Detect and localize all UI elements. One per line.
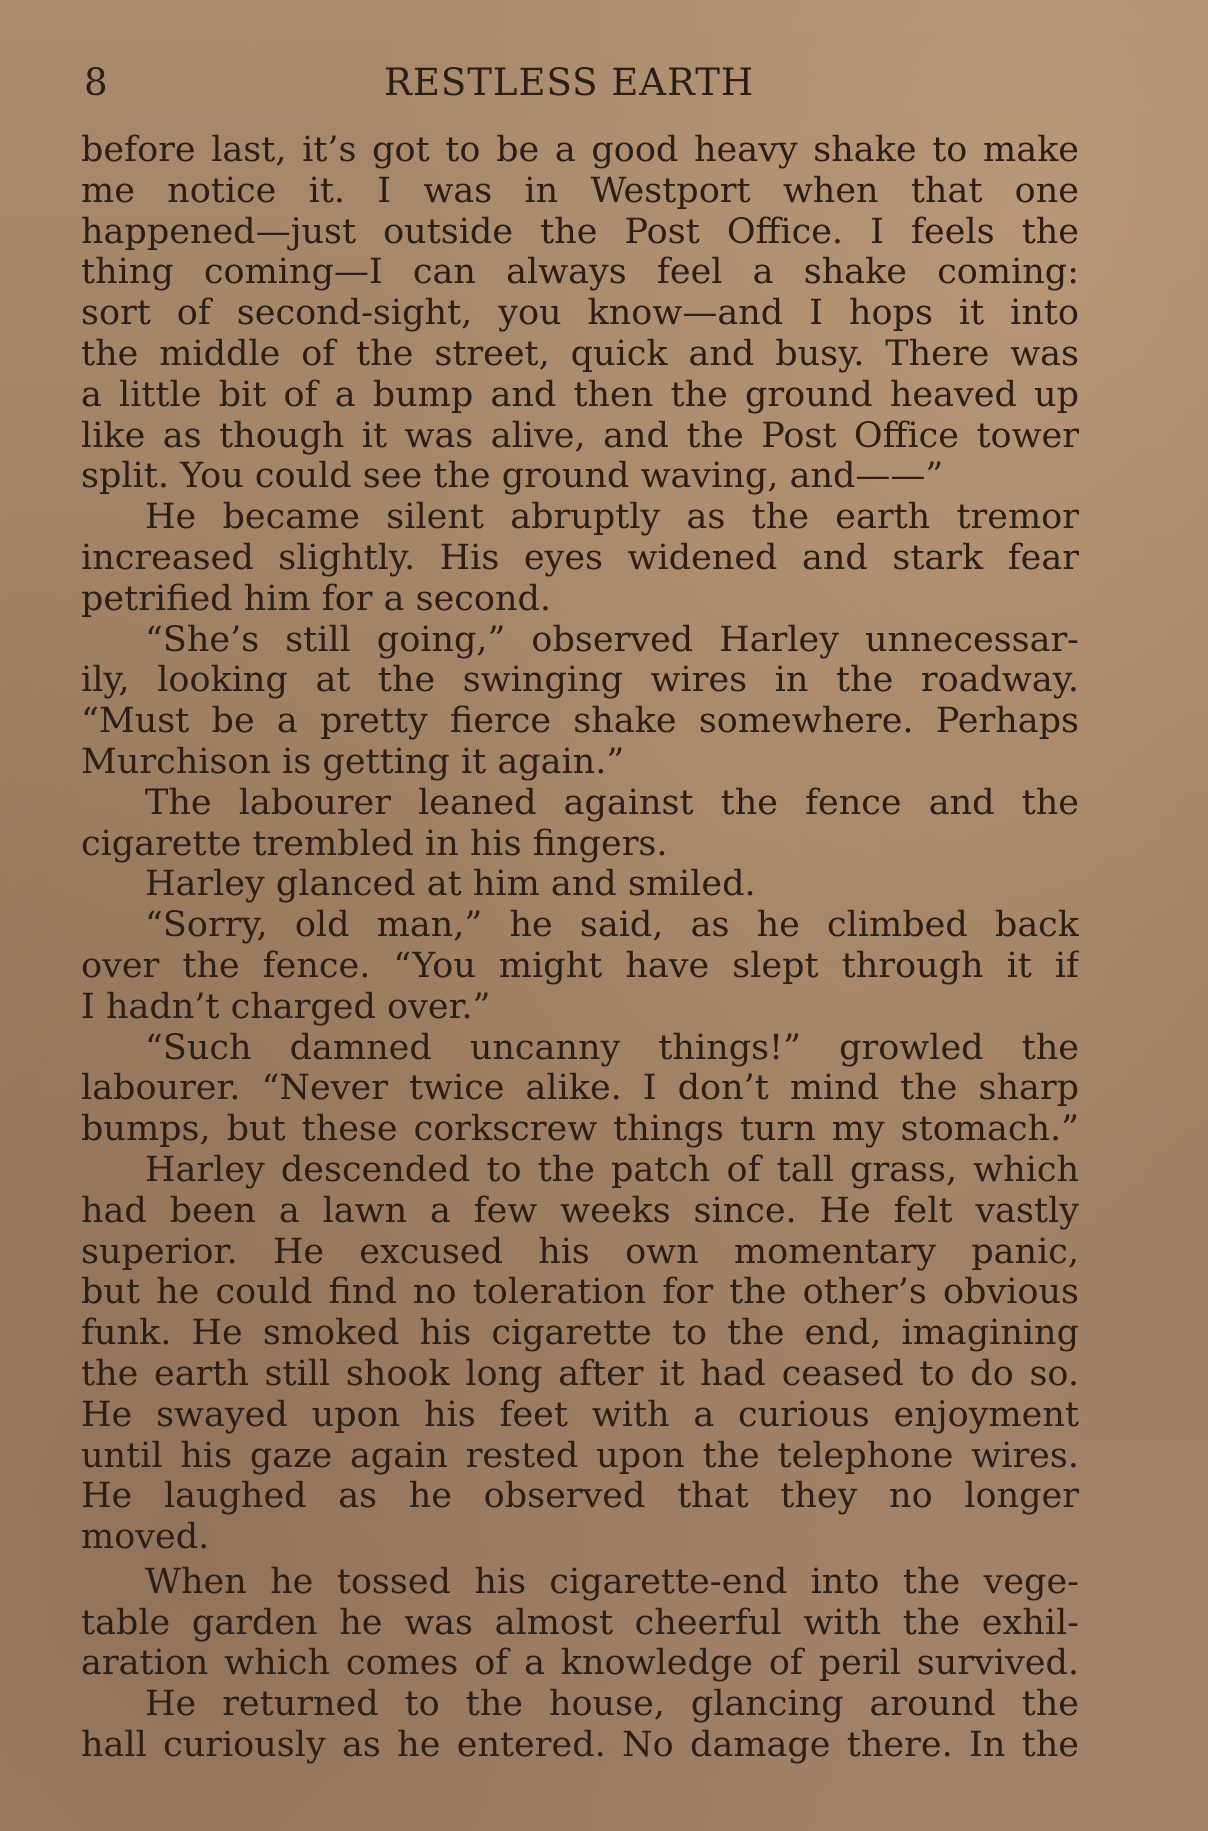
text-line: bumps, but these corkscrew things turn my stomach.” (81, 1109, 1079, 1150)
text-line: like as though it was alive, and the Post Office tower (81, 415, 1079, 456)
page-header (84, 58, 1084, 108)
text-line: aration which comes of a knowledge of peril survived. (81, 1643, 1079, 1684)
text-line: until his gaze again rested upon the telephone wires. (81, 1435, 1079, 1476)
text-line: When he tossed his cigarette-end into the vege- (145, 1561, 1079, 1602)
text-line: increased slightly. His eyes widened and stark fear (81, 537, 1079, 578)
text-line: labourer. “Never twice alike. I don’t mind the sharp (81, 1068, 1079, 1109)
text-line: table garden he was almost cheerful with the exhil- (81, 1602, 1079, 1643)
text-line: ily, looking at the swinging wires in the roadway. (81, 660, 1079, 701)
text-line: The labourer leaned against the fence and the (145, 782, 1079, 823)
text-line: but he could find no toleration for the other’s obvious (81, 1272, 1079, 1313)
body-text (81, 130, 1079, 1766)
text-line: “Must be a pretty fierce shake somewhere. Perhaps (81, 701, 1079, 742)
text-line: the earth still shook long after it had ceased to do so. (81, 1353, 1079, 1394)
text-line: He swayed upon his feet with a curious enjoyment (81, 1394, 1079, 1435)
text-line: He laughed as he observed that they no longer (81, 1476, 1079, 1517)
text-line: happened—just outside the Post Office. I feels the (81, 211, 1079, 252)
text-line: had been a lawn a few weeks since. He felt vastly (81, 1190, 1079, 1231)
text-line: split. You could see the ground waving, and——” (81, 456, 944, 497)
text-line: petrified him for a second. (81, 578, 552, 619)
text-line: moved. (81, 1517, 210, 1558)
running-title: RESTLESS EARTH (384, 61, 755, 104)
text-line: cigarette trembled in his fingers. (81, 823, 668, 864)
text-line: “She’s still going,” observed Harley unnecessar- (145, 619, 1079, 660)
text-line: thing coming—I can always feel a shake coming: (81, 252, 1079, 293)
text-line: I hadn’t charged over.” (81, 986, 491, 1027)
text-line: sort of second-sight, you know—and I hops it into (81, 293, 1079, 334)
text-line: the middle of the street, quick and busy. There was (81, 333, 1079, 374)
text-line: before last, it’s got to be a good heavy shake to make (81, 130, 1079, 170)
page-number: 8 (84, 61, 108, 104)
text-line: Harley glanced at him and smiled. (145, 864, 756, 905)
text-line: Murchison is getting it again.” (81, 741, 625, 782)
text-line: Harley descended to the patch of tall grass, which (145, 1149, 1079, 1190)
text-line: superior. He excused his own momentary panic, (81, 1231, 1079, 1272)
text-line: a little bit of a bump and then the ground heaved up (81, 374, 1079, 415)
text-line: He returned to the house, glancing around the (145, 1684, 1079, 1725)
text-line: me notice it. I was in Westport when that one (81, 170, 1079, 211)
text-line: over the fence. “You might have slept through it if (81, 945, 1079, 986)
text-line: “Such damned uncanny things!” growled the (145, 1027, 1079, 1068)
text-line: He became silent abruptly as the earth tremor (145, 497, 1079, 538)
text-line: funk. He smoked his cigarette to the end, imagining (81, 1313, 1079, 1354)
text-line: hall curiously as he entered. No damage there. In the (81, 1725, 1079, 1766)
text-line: “Sorry, old man,” he said, as he climbed back (145, 905, 1079, 946)
